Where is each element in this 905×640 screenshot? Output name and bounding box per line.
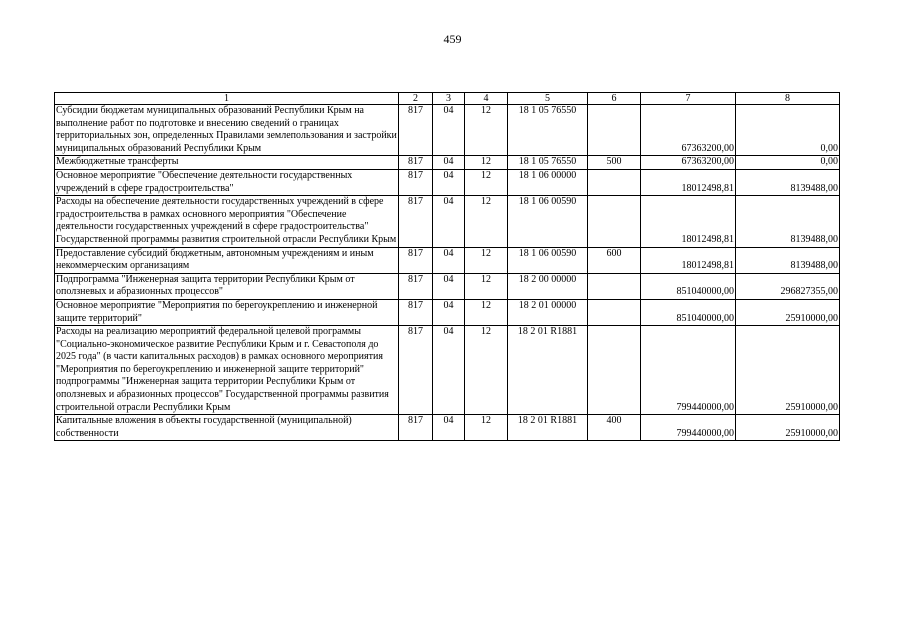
row-amount-col7: 18012498,81 (641, 196, 736, 247)
table-row (55, 415, 840, 441)
row-section-code: 04 (433, 273, 465, 299)
row-expense-type: 400 (588, 415, 641, 441)
row-subsection-code: 12 (465, 299, 508, 325)
table-row (55, 299, 840, 325)
row-target-code: 18 2 00 00000 (508, 273, 588, 299)
row-amount-col8: 0,00 (736, 156, 840, 170)
row-amount-col7: 851040000,00 (641, 299, 736, 325)
row-name: Капитальные вложения в объекты государственной (муниципальной) собственности (55, 415, 399, 441)
row-target-code: 18 1 06 00590 (508, 247, 588, 273)
row-ministry-code: 817 (399, 299, 433, 325)
row-amount-col8: 8139488,00 (736, 169, 840, 195)
row-section-code: 04 (433, 156, 465, 170)
row-section-code: 04 (433, 105, 465, 156)
row-target-code: 18 1 05 76550 (508, 156, 588, 170)
row-name: Подпрограмма "Инженерная защита территории Республики Крым от оползневых и абразионных процессов" (55, 273, 399, 299)
row-expense-type (588, 105, 641, 156)
row-subsection-code: 12 (465, 415, 508, 441)
row-expense-type (588, 326, 641, 415)
row-name: Предоставление субсидий бюджетным, автономным учреждениям и иным некоммерческим организациям (55, 247, 399, 273)
row-amount-col7: 18012498,81 (641, 247, 736, 273)
table-row (55, 326, 840, 415)
row-amount-col8: 25910000,00 (736, 326, 840, 415)
row-subsection-code: 12 (465, 156, 508, 170)
row-amount-col7: 851040000,00 (641, 273, 736, 299)
row-expense-type: 500 (588, 156, 641, 170)
row-subsection-code: 12 (465, 273, 508, 299)
row-section-code: 04 (433, 299, 465, 325)
row-ministry-code: 817 (399, 415, 433, 441)
header-col-7: 7 (641, 93, 736, 105)
row-subsection-code: 12 (465, 196, 508, 247)
row-expense-type (588, 299, 641, 325)
header-row (55, 93, 840, 105)
row-target-code: 18 1 06 00000 (508, 169, 588, 195)
row-target-code: 18 2 01 R1881 (508, 415, 588, 441)
row-ministry-code: 817 (399, 273, 433, 299)
header-col-2: 2 (399, 93, 433, 105)
row-target-code: 18 1 06 00590 (508, 196, 588, 247)
row-amount-col7: 67363200,00 (641, 105, 736, 156)
row-ministry-code: 817 (399, 105, 433, 156)
row-name: Субсидии бюджетам муниципальных образований Республики Крым на выполнение работ по подготовке и внесению сведений о границах территориальных зон, определенных Правилами землепользования и застройки муниципальных образований Республики Крым (55, 105, 399, 156)
row-section-code: 04 (433, 196, 465, 247)
row-amount-col7: 18012498,81 (641, 169, 736, 195)
row-target-code: 18 2 01 00000 (508, 299, 588, 325)
row-name: Межбюджетные трансферты (55, 156, 399, 170)
row-amount-col8: 25910000,00 (736, 299, 840, 325)
row-ministry-code: 817 (399, 169, 433, 195)
page-number: 459 (443, 32, 462, 46)
header-col-3: 3 (433, 93, 465, 105)
table-row (55, 273, 840, 299)
row-target-code: 18 1 05 76550 (508, 105, 588, 156)
row-name: Расходы на реализацию мероприятий федеральной целевой программы "Социально-экономическое развитие Республики Крым и г. Севастополя до 2025 года" (в части капитальных расходов) в рамках основного мероприятия "Мероприятия по берегоукреплению и инженерной защите территорий" подпрограммы "Инженерная защита территории Республики Крым от оползневых и абразионных процессов" Государственной программы развития строительной отрасли Республики Крым (55, 326, 399, 415)
row-section-code: 04 (433, 247, 465, 273)
header-col-6: 6 (588, 93, 641, 105)
table-row (55, 169, 840, 195)
row-expense-type (588, 169, 641, 195)
row-expense-type (588, 273, 641, 299)
table-row (55, 105, 840, 156)
table-row (55, 196, 840, 247)
row-target-code: 18 2 01 R1881 (508, 326, 588, 415)
header-col-4: 4 (465, 93, 508, 105)
row-section-code: 04 (433, 326, 465, 415)
header-col-1: 1 (55, 93, 399, 105)
row-name: Основное мероприятие "Мероприятия по берегоукреплению и инженерной защите территорий" (55, 299, 399, 325)
row-expense-type (588, 196, 641, 247)
row-ministry-code: 817 (399, 326, 433, 415)
table-row (55, 156, 840, 170)
row-amount-col7: 799440000,00 (641, 326, 736, 415)
row-ministry-code: 817 (399, 247, 433, 273)
row-amount-col7: 67363200,00 (641, 156, 736, 170)
row-subsection-code: 12 (465, 169, 508, 195)
row-section-code: 04 (433, 169, 465, 195)
row-amount-col7: 799440000,00 (641, 415, 736, 441)
table-row (55, 247, 840, 273)
row-amount-col8: 0,00 (736, 105, 840, 156)
row-subsection-code: 12 (465, 326, 508, 415)
row-amount-col8: 8139488,00 (736, 247, 840, 273)
row-amount-col8: 8139488,00 (736, 196, 840, 247)
row-ministry-code: 817 (399, 156, 433, 170)
row-amount-col8: 296827355,00 (736, 273, 840, 299)
row-subsection-code: 12 (465, 105, 508, 156)
row-section-code: 04 (433, 415, 465, 441)
row-amount-col8: 25910000,00 (736, 415, 840, 441)
row-expense-type: 600 (588, 247, 641, 273)
row-subsection-code: 12 (465, 247, 508, 273)
row-name: Расходы на обеспечение деятельности государственных учреждений в сфере градостроительства в рамках основного мероприятия "Обеспечение деятельности государственных учреждений в сфере градостроительства" Государственной программы развития строительной отрасли Республики Крым (55, 196, 399, 247)
row-name: Основное мероприятие "Обеспечение деятельности государственных учреждений в сфере градостроительства" (55, 169, 399, 195)
row-ministry-code: 817 (399, 196, 433, 247)
budget-table (54, 92, 840, 441)
header-col-8: 8 (736, 93, 840, 105)
header-col-5: 5 (508, 93, 588, 105)
